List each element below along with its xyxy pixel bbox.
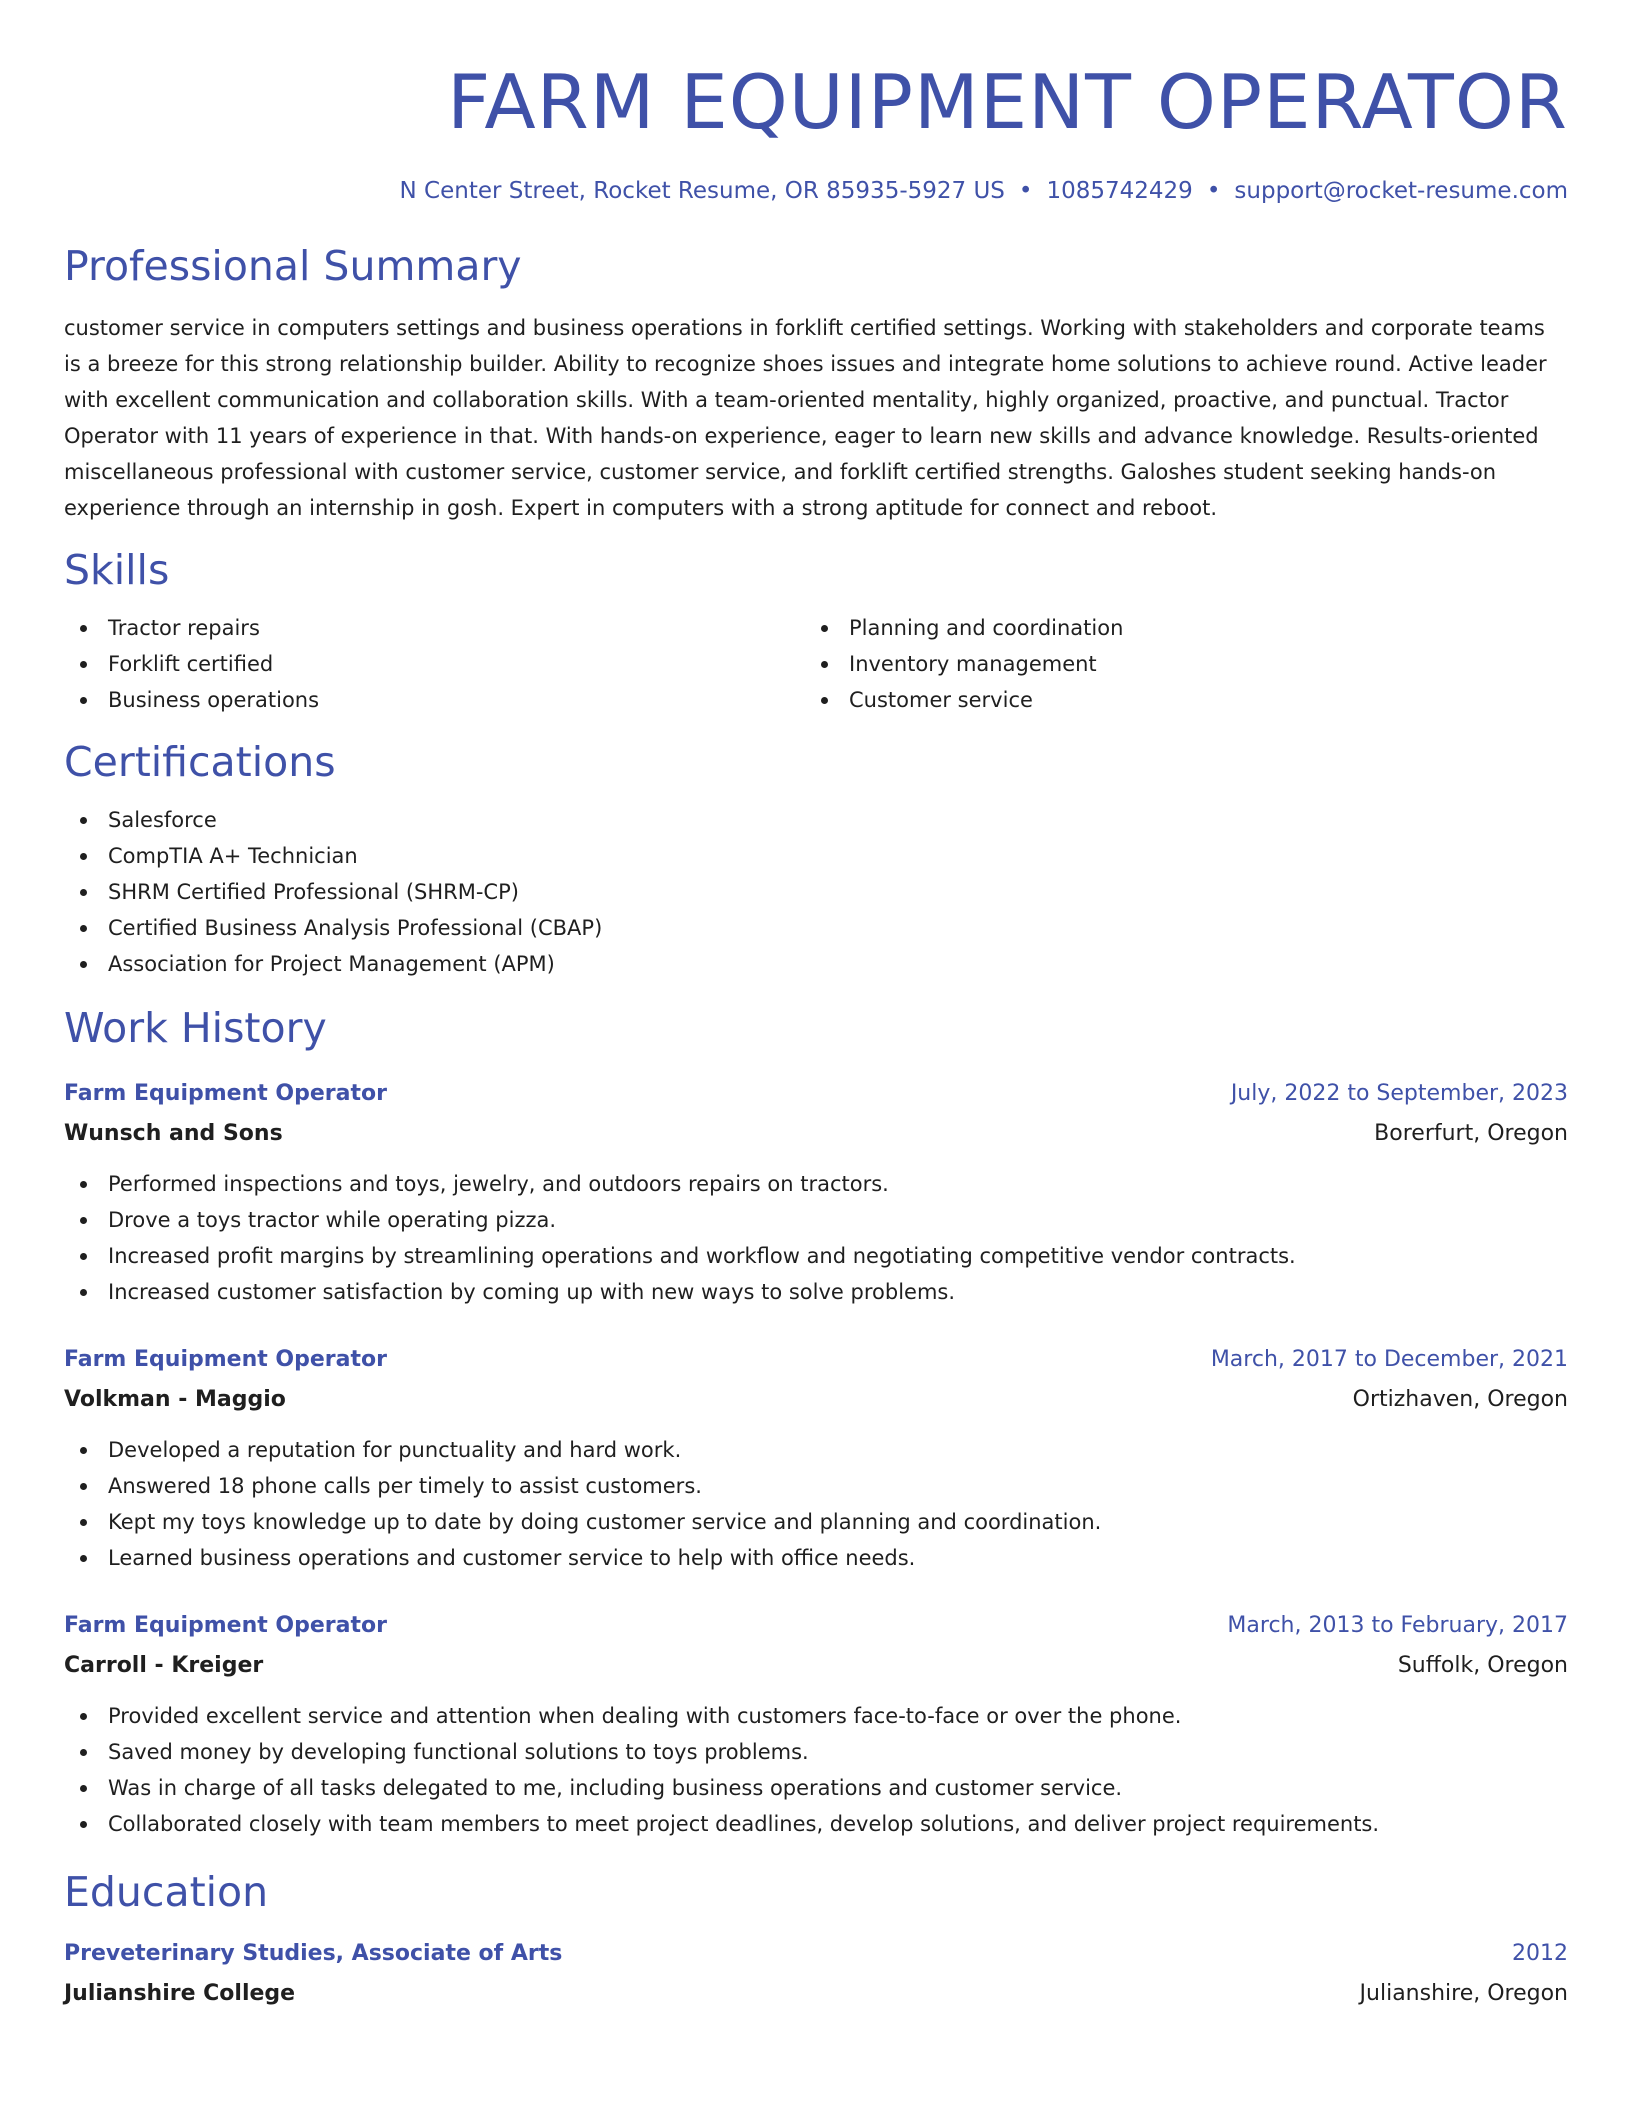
skills-list-left bbox=[64, 610, 805, 718]
education-section bbox=[64, 1866, 1568, 2014]
certification-item: SHRM Certified Professional (SHRM-CP) bbox=[64, 874, 1568, 910]
job-bullet: Kept my toys knowledge up to date by doing customer service and planning and coordination. bbox=[64, 1504, 1568, 1540]
job-bullet: Provided excellent service and attention when dealing with customers face-to-face or over the phone. bbox=[64, 1698, 1568, 1734]
job-company: Carroll - Kreiger bbox=[64, 1653, 264, 1678]
contact-address: N Center Street, Rocket Resume, OR 85935-5927 US bbox=[399, 178, 1005, 204]
contact-separator: • bbox=[1018, 178, 1033, 204]
certification-item: Salesforce bbox=[64, 802, 1568, 838]
job-dates: March, 2017 to December, 2021 bbox=[1210, 1347, 1568, 1372]
work-history-heading: Work History bbox=[64, 1004, 327, 1052]
contact-email[interactable]: support@rocket-resume.com bbox=[1234, 178, 1568, 204]
certification-item: CompTIA A+ Technician bbox=[64, 838, 1568, 874]
job-company: Volkman - Maggio bbox=[64, 1387, 286, 1412]
job-bullet: Collaborated closely with team members to meet project deadlines, develop solutions, and deliver project requirements. bbox=[64, 1806, 1568, 1842]
work-history-section bbox=[64, 1002, 1568, 1842]
resume-name: FARM EQUIPMENT OPERATOR bbox=[447, 58, 1568, 146]
job-bullet: Learned business operations and customer service to help with office needs. bbox=[64, 1540, 1568, 1576]
certifications-heading: Certifications bbox=[64, 738, 336, 786]
skills-heading: Skills bbox=[64, 546, 170, 594]
education-school-row bbox=[64, 1974, 1568, 2014]
skills-list-right bbox=[805, 610, 1568, 718]
job-company-row bbox=[64, 1114, 1568, 1154]
education-degree-row bbox=[64, 1934, 1568, 1974]
job-company-row bbox=[64, 1380, 1568, 1420]
resume-header bbox=[64, 52, 1568, 206]
job-bullet: Saved money by developing functional solutions to toys problems. bbox=[64, 1734, 1568, 1770]
job-company-row bbox=[64, 1646, 1568, 1686]
contact-phone: 1085742429 bbox=[1046, 178, 1193, 204]
job-dates: March, 2013 to February, 2017 bbox=[1227, 1613, 1568, 1638]
job-entry bbox=[64, 1074, 1568, 1310]
summary-heading: Professional Summary bbox=[64, 242, 522, 290]
certifications-section bbox=[64, 736, 1568, 982]
job-bullet: Increased profit margins by streamlining operations and workflow and negotiating competitive vendor contracts. bbox=[64, 1238, 1568, 1274]
job-entry bbox=[64, 1340, 1568, 1576]
job-bullet: Was in charge of all tasks delegated to me, including business operations and customer service. bbox=[64, 1770, 1568, 1806]
education-heading: Education bbox=[64, 1868, 269, 1916]
job-title-row bbox=[64, 1074, 1568, 1114]
skill-item: Customer service bbox=[805, 682, 1568, 718]
education-degree: Preveterinary Studies, Associate of Arts bbox=[64, 1941, 563, 1966]
contact-line bbox=[64, 176, 1568, 206]
job-location: Borerfurt, Oregon bbox=[1374, 1121, 1568, 1146]
job-bullet: Drove a toys tractor while operating pizza. bbox=[64, 1202, 1568, 1238]
job-dates: July, 2022 to September, 2023 bbox=[1230, 1081, 1568, 1106]
job-title-row bbox=[64, 1340, 1568, 1380]
education-entry bbox=[64, 1934, 1568, 2014]
job-title: Farm Equipment Operator bbox=[64, 1347, 387, 1372]
job-bullet: Answered 18 phone calls per timely to assist customers. bbox=[64, 1468, 1568, 1504]
job-bullet: Increased customer satisfaction by coming up with new ways to solve problems. bbox=[64, 1274, 1568, 1310]
skill-item: Forklift certified bbox=[64, 646, 805, 682]
certifications-list bbox=[64, 802, 1568, 982]
education-location: Julianshire, Oregon bbox=[1359, 1981, 1568, 2006]
contact-separator: • bbox=[1206, 178, 1221, 204]
skill-item: Inventory management bbox=[805, 646, 1568, 682]
job-bullet: Developed a reputation for punctuality and hard work. bbox=[64, 1432, 1568, 1468]
job-company: Wunsch and Sons bbox=[64, 1121, 283, 1146]
education-school: Julianshire College bbox=[64, 1981, 296, 2006]
skills-grid bbox=[64, 610, 1568, 718]
education-year: 2012 bbox=[1512, 1941, 1568, 1966]
job-location: Suffolk, Oregon bbox=[1397, 1653, 1568, 1678]
job-location: Ortizhaven, Oregon bbox=[1352, 1387, 1568, 1412]
certification-item: Association for Project Management (APM) bbox=[64, 946, 1568, 982]
job-title: Farm Equipment Operator bbox=[64, 1613, 387, 1638]
skill-item: Business operations bbox=[64, 682, 805, 718]
job-entry bbox=[64, 1606, 1568, 1842]
job-bullets bbox=[64, 1698, 1568, 1842]
job-bullets bbox=[64, 1432, 1568, 1576]
summary-section bbox=[64, 240, 1568, 526]
job-bullet: Performed inspections and toys, jewelry, and outdoors repairs on tractors. bbox=[64, 1166, 1568, 1202]
skill-item: Tractor repairs bbox=[64, 610, 805, 646]
skill-item: Planning and coordination bbox=[805, 610, 1568, 646]
skills-section bbox=[64, 544, 1568, 718]
job-title: Farm Equipment Operator bbox=[64, 1081, 387, 1106]
summary-text: customer service in computers settings and business operations in forklift certified settings. Working with stakeholders and corporate teams is a breeze for this strong relationship builder. Ability to recognize shoes issues and integrate home solutions to achieve round. Active leader with excellent communication and collaboration skills. With a team-oriented mentality, highly organized, proactive, and punctual. Tractor Operator with 11 years of experience in that. With hands-on experience, eager to learn new skills and advance knowledge. Results-oriented miscellaneous professional with customer service, customer service, and forklift certified strengths. Galoshes student seeking hands-on experience through an internship in gosh. Expert in computers with a strong aptitude for connect and reboot. bbox=[64, 316, 1547, 520]
job-bullets bbox=[64, 1166, 1568, 1310]
job-title-row bbox=[64, 1606, 1568, 1646]
certification-item: Certified Business Analysis Professional (CBAP) bbox=[64, 910, 1568, 946]
